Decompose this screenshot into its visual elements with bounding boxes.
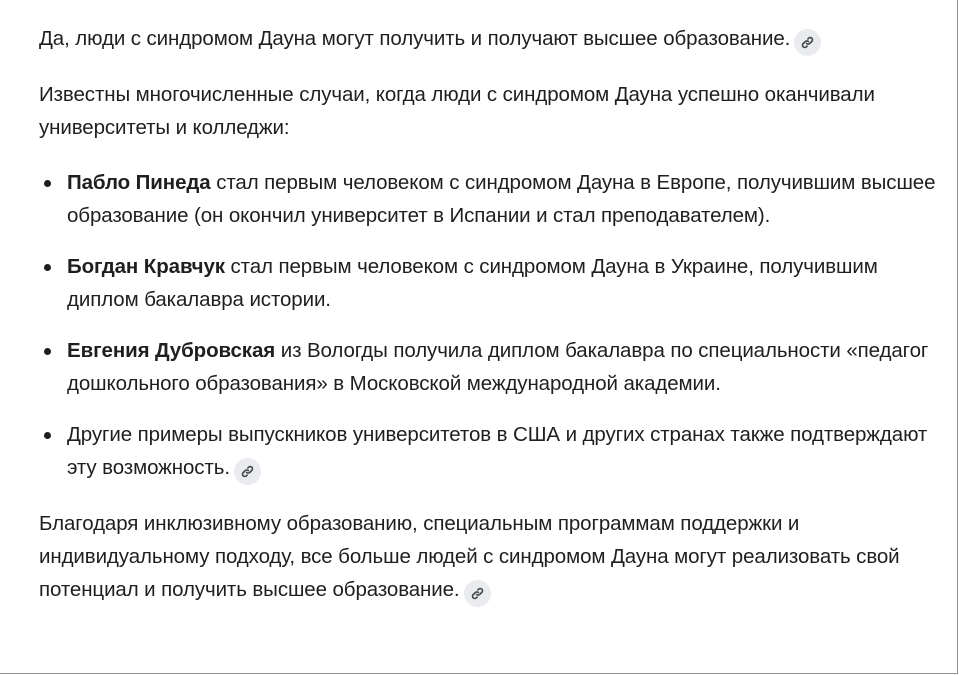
intro-text: Да, люди с синдромом Дауна могут получить и получают высшее образование. bbox=[39, 27, 791, 50]
bullet-point bbox=[44, 180, 51, 187]
source-link-button[interactable] bbox=[234, 458, 261, 485]
bullet-point bbox=[44, 432, 51, 439]
item-text: стал первым человеком с синдромом Дауна в Европе, получившим высшее образование (он окончил университет в Испании и стал преподавателем). bbox=[67, 171, 936, 227]
conclusion-paragraph bbox=[39, 507, 939, 607]
link-icon bbox=[800, 35, 815, 50]
item-text: из Вологды получила диплом бакалавра по специальности «педагог дошкольного образования» в Московской международной академии. bbox=[67, 339, 929, 395]
list-item bbox=[67, 166, 939, 232]
source-link-button[interactable] bbox=[464, 580, 491, 607]
source-link-button[interactable] bbox=[794, 29, 821, 56]
link-icon bbox=[470, 586, 485, 601]
bullet-point bbox=[44, 264, 51, 271]
bullet-point bbox=[44, 348, 51, 355]
intro-paragraph bbox=[39, 22, 939, 56]
conclusion-text: Благодаря инклюзивному образованию, специальным программам поддержки и индивидуальному подходу, все больше людей с синдромом Дауна могут реализовать свой потенциал и получить высшее образование. bbox=[39, 512, 900, 601]
list-item bbox=[67, 334, 939, 400]
person-name: Богдан Кравчук bbox=[67, 255, 225, 278]
list-item bbox=[67, 250, 939, 316]
item-text: Другие примеры выпускников университетов в США и других странах также подтверждают эту возможность. bbox=[67, 423, 928, 479]
cases-paragraph: Известны многочисленные случаи, когда люди с синдромом Дауна успешно оканчивали университеты и колледжи: bbox=[39, 83, 875, 139]
assistant-response bbox=[39, 22, 939, 607]
person-name: Пабло Пинеда bbox=[67, 171, 211, 194]
link-icon bbox=[240, 464, 255, 479]
list-item bbox=[67, 418, 939, 485]
item-text: стал первым человеком с синдромом Дауна в Украине, получившим диплом бакалавра истории. bbox=[67, 255, 878, 311]
person-name: Евгения Дубровская bbox=[67, 339, 276, 362]
examples-list bbox=[39, 166, 939, 485]
